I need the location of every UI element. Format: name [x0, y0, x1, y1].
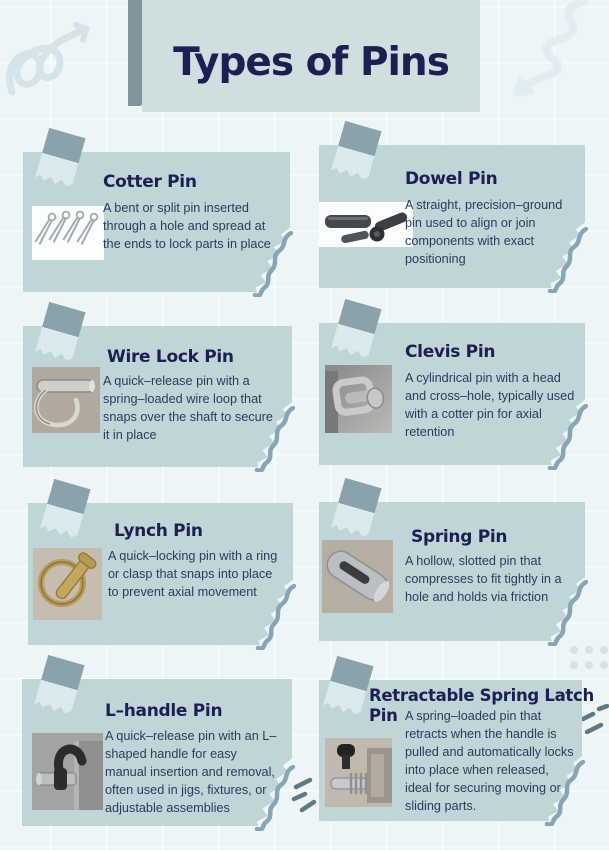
card-retractable-spring-latch-pin	[319, 680, 594, 821]
emphasis-dashes-left	[291, 775, 319, 815]
card-description: A bent or split pin inserted through a hole and spread at the ends to lock parts in place	[103, 201, 271, 252]
card-title: Cotter Pin	[103, 172, 197, 192]
card-description: A quick–locking pin with a ring or clasp that snaps into place to prevent axial movement	[108, 549, 278, 600]
card-spring-pin	[319, 502, 585, 641]
card-dowel-pin	[319, 145, 585, 288]
card-cotter-pin	[23, 152, 290, 292]
card-description: A cylindrical pin with a head and cross–hole, typically used with a cotter pin for axial retention	[405, 371, 575, 440]
card-title: Retractable Spring Latch Pin	[369, 686, 594, 726]
card-title: Wire Lock Pin	[107, 347, 234, 367]
card-description: A spring–loaded pin that retracts when the handle is pulled and automatically locks into place when released, ideal for securing moving or sliding parts.	[405, 709, 574, 814]
clevis-pin-photo	[325, 365, 392, 433]
l-handle-pin-photo	[32, 733, 103, 810]
wire-lock-pin-photo	[32, 367, 100, 433]
card-title: Clevis Pin	[405, 342, 496, 362]
card-description: A quick–release pin with an L–shaped handle for easy manual insertion and removal, often used in jigs, fixtures, or adjustable assemblies	[105, 729, 277, 816]
card-description: A hollow, slotted pin that compresses to fit tightly in a hole and holds via friction	[405, 554, 562, 605]
spring-pin-photo	[322, 540, 393, 613]
card-description: A straight, precision–ground pin used to align or join components with exact positioning	[405, 198, 563, 267]
card-title: Spring Pin	[411, 527, 508, 547]
page-title: Types of Pins	[173, 40, 449, 85]
card-title: L–handle Pin	[105, 701, 223, 721]
card-lynch-pin	[28, 503, 293, 645]
card-clevis-pin	[319, 323, 585, 465]
cotter-pin-photo	[32, 206, 104, 260]
card-description: A quick–release pin with a spring–loaded wire loop that snaps over the shaft to secure it in place	[103, 374, 273, 443]
card-wire-lock-pin	[23, 326, 292, 467]
dot-grid-decoration	[568, 644, 609, 672]
loop-arrow-doodle	[4, 14, 106, 100]
dowel-pin-photo	[319, 202, 413, 247]
card-l-handle-pin	[22, 679, 292, 826]
card-title: Lynch Pin	[114, 521, 203, 541]
wavy-arrow-doodle	[500, 0, 596, 106]
card-title: Dowel Pin	[405, 169, 498, 189]
lynch-pin-photo	[33, 548, 102, 620]
retractable-spring-latch-pin-photo	[325, 738, 392, 807]
